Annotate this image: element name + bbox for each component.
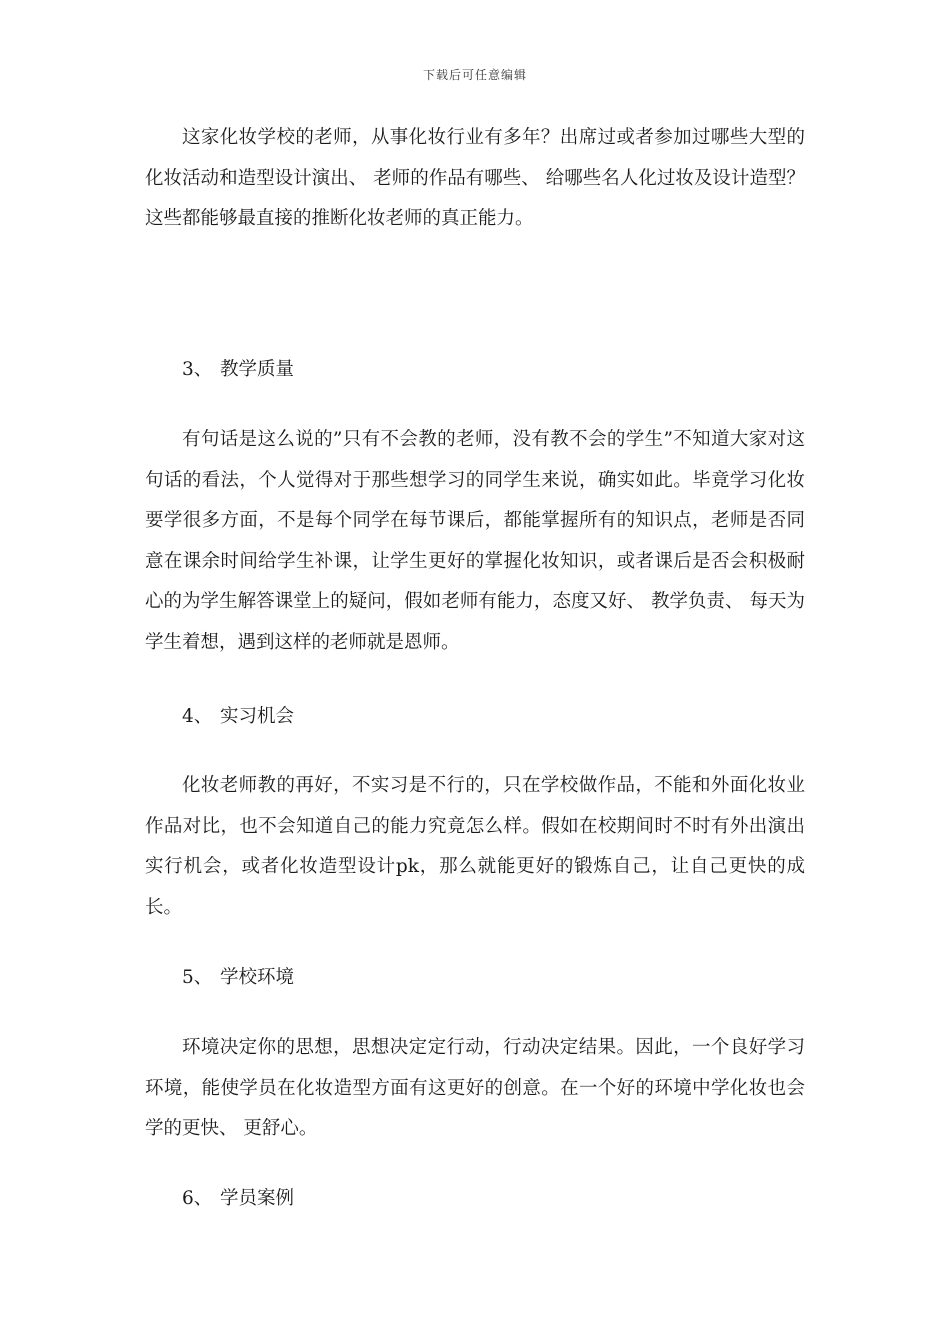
section-heading-internship <box>182 702 294 732</box>
section-title: 学校环境 <box>220 967 295 988</box>
section-heading-teaching-quality <box>182 355 294 385</box>
paragraph-internship: 化妆老师教的再好，不实习是不行的，只在学校做作品，不能和外面化妆业作品对比，也不会知道自己的能力究竟怎么样。假如在校期间时不时有外出演出实行机会，或者化妆造型设计pk，那么就能更好的锻炼自己，让自己更快的成长。 <box>145 775 805 918</box>
section-number: 4、 <box>182 706 213 727</box>
paragraph-teacher-experience: 这家化妆学校的老师，从事化妆行业有多年？出席过或者参加过哪些大型的化妆活动和造型设计演出、 老师的作品有哪些、 给哪些名人化过妆及设计造型？这些都能够最直接的推断化妆老师的真正能力。 <box>145 127 805 229</box>
section-title: 教学质量 <box>220 359 295 380</box>
section-heading-student-cases <box>182 1184 294 1214</box>
paragraph-school-environment: 环境决定你的思想，思想决定定行动，行动决定结果。因此，一个良好学习环境，能使学员在化妆造型方面有这更好的创意。在一个好的环境中学化妆也会学的更快、 更舒心。 <box>145 1037 805 1139</box>
section-title: 学员案例 <box>220 1188 295 1209</box>
section-heading-school-environment <box>182 963 294 993</box>
page-header: 下载后可任意编辑 <box>422 68 527 82</box>
paragraph-teaching-quality: 有句话是这么说的”只有不会教的老师，没有教不会的学生”不知道大家对这句话的看法，个人觉得对于那些想学习的同学生来说，确实如此。毕竟学习化妆要学很多方面，不是每个同学在每节课后，都能掌握所有的知识点，老师是否同意在课余时间给学生补课，让学生更好的掌握化妆知识，或者课后是否会积极耐心的为学生解答课堂上的疑问，假如老师有能力，态度又好、 教学负责、 每天为学生着想，遇到这样的老师就是恩师。 <box>145 429 805 653</box>
section-number: 5、 <box>182 967 213 988</box>
section-number: 6、 <box>182 1188 213 1209</box>
section-number: 3、 <box>182 359 213 380</box>
section-title: 实习机会 <box>220 706 295 727</box>
